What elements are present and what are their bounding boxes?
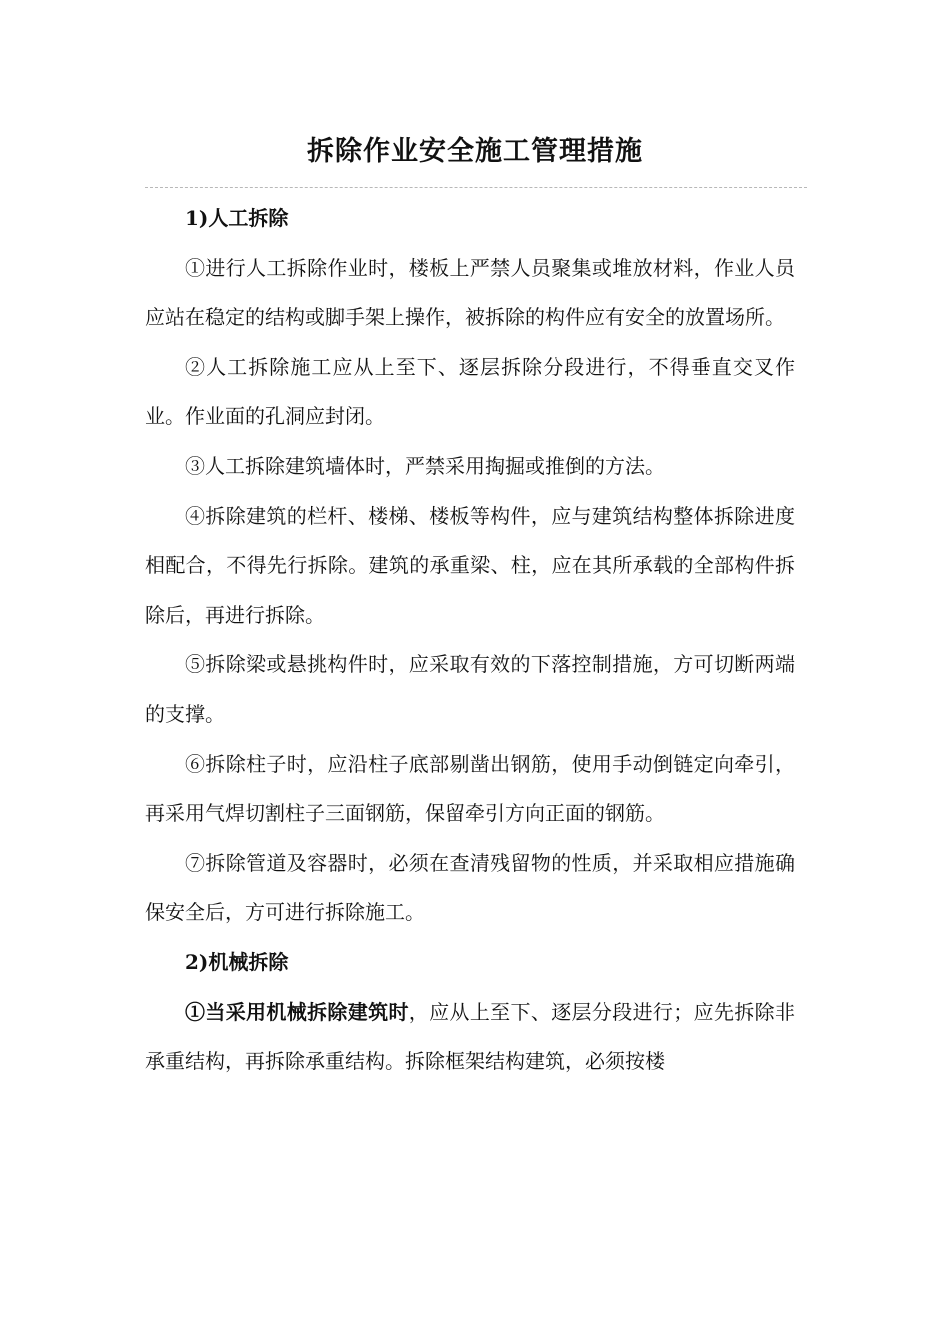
paragraph-manual-1: ①进行人工拆除作业时，楼板上严禁人员聚集或堆放材料，作业人员应站在稳定的结构或脚手架上操作，被拆除的构件应有安全的放置场所。 — [145, 255, 795, 330]
section-heading-mechanical: 2)机械拆除 — [185, 949, 289, 974]
paragraph-manual-4: ④拆除建筑的栏杆、楼梯、楼板等构件，应与建筑结构整体拆除进度相配合，不得先行拆除。建筑的承重梁、柱，应在其所承载的全部构件拆除后，再进行拆除。 — [145, 503, 795, 627]
document-body — [145, 194, 795, 1087]
section-heading-manual: 1)人工拆除 — [185, 206, 289, 230]
paragraph-manual-5: ⑤拆除梁或悬挑构件时，应采取有效的下落控制措施，方可切断两端的支撑。 — [145, 652, 795, 726]
paragraph-manual-3: ③人工拆除建筑墙体时，严禁采用掏掘或推倒的方法。 — [185, 453, 665, 478]
paragraph-mechanical-1-text: ，应从上至下、逐层分段进行；应先拆除非承重结构，再拆除承重结构。拆除框架结构建筑，必须按楼 — [145, 999, 796, 1074]
document-title: 拆除作业安全施工管理措施 — [307, 136, 643, 167]
paragraph-manual-7: ⑦拆除管道及容器时，必须在查清残留物的性质，并采取相应措施确保安全后，方可进行拆除施工。 — [145, 850, 795, 925]
paragraph-mechanical-1 — [145, 988, 795, 1087]
paragraph-mechanical-1-lead: ①当采用机械拆除建筑时 — [185, 999, 409, 1024]
paragraph-manual-6: ⑥拆除柱子时，应沿柱子底部剔凿出钢筋，使用手动倒链定向牵引，再采用气焊切割柱子三面钢筋，保留牵引方向正面的钢筋。 — [145, 751, 795, 826]
paragraph-manual-2: ②人工拆除施工应从上至下、逐层拆除分段进行，不得垂直交叉作业。作业面的孔洞应封闭。 — [145, 354, 795, 429]
title-divider — [145, 187, 807, 188]
